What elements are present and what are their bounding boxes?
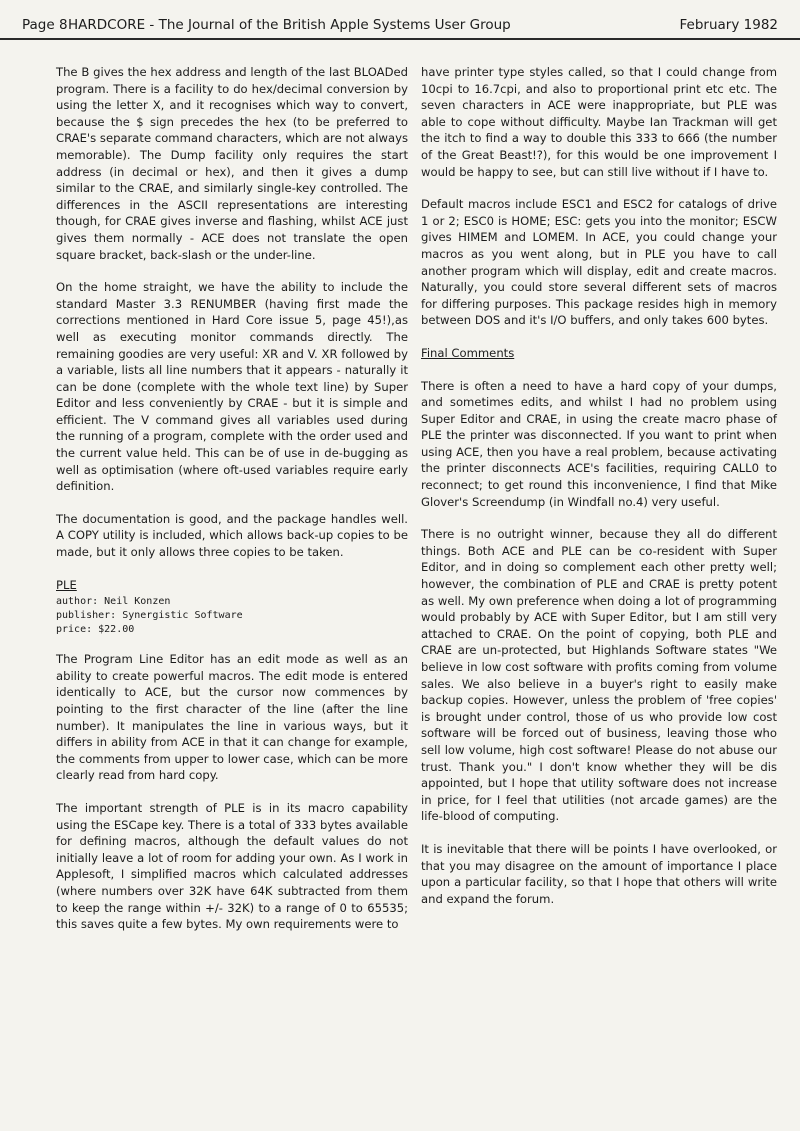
paragraph: The Program Line Editor has an edit mode as well as an ability to create powerful macros. The edit mode is entered identically to ACE, but the cursor now commences by pointing to the first character of the line (after the line number). It manipulates the line in various ways, but it differs in ability from ACE in that it can change for example, the comments from upper to lower case, which can be more clearly read from hard copy. <box>56 652 408 783</box>
paragraph: The B gives the hex address and length of the last BLOADed program. There is a facility to do hex/decimal conversion by using the letter X, and it recognises which way to convert, because the $ sign precedes the hex (to be preferred to CRAE's separate command characters, which are not always memorable). The Dump facility only requires the start address (in decimal or hex), and then it gives a dump similar to the CRAE, and similarly single-key controlled. The differences in the ASCII representations are interesting though, for CRAE gives inverse and flashing, whilst ACE just gives them normally - ACE does not translate the open square bracket, back-slash or the under-line. <box>56 65 408 262</box>
paragraph: The documentation is good, and the package handles well. A COPY utility is included, which allows back-up copies to be made, but it only allows three copies to be taken. <box>56 511 408 560</box>
section-heading-final-comments: Final Comments <box>421 345 515 360</box>
right-column <box>421 64 777 923</box>
paragraph: have printer type styles called, so that I could change from 10cpi to 16.7cpi, and also to proportional print etc etc. The seven characters in ACE were inappropriate, but PLE was able to cope without difficulty. Maybe Ian Trackman will get the itch to find a way to double this 333 to 666 (the number of the Great Beast!?), for this would be one improvement I would be happy to see, but can still live without if I have to. <box>421 65 777 179</box>
product-author: author: Neil Konzen <box>56 596 171 608</box>
header-rule <box>0 38 800 40</box>
page-header <box>22 12 778 38</box>
left-column <box>56 64 408 949</box>
paragraph: There is no outright winner, because they all do different things. Both ACE and PLE can be co-resident with Super Editor, and in doing so complement each other pretty well; however, the combination of PLE and CRAE is pretty potent as well. My own preference when doing a lot of programming would probably by ACE with Super Editor, but I am still very attached to CRAE. On the point of copying, both PLE and CRAE are un-protected, but Highlands Software states "We believe in low cost software with profits coming from volume sales. We also believe in a buyer's right to easily make backup copies. However, unless the problem of 'free copies' is brought under control, those of us who provide low cost software will be forced out of business, leaving those who sell low volume, high cost software! Please do not abuse our trust. Thank you." I don't know whether they will be dis appointed, but I hope that utility software does not increase in price, for I feel that utilities (not arcade games) are the life-blood of computing. <box>421 527 777 824</box>
paragraph: On the home straight, we have the ability to include the standard Master 3.3 RENUMBER (having first made the corrections mentioned in Hard Core issue 5, page 45!),as well as executing monitor commands directly. The remaining goodies are very useful: XR and V. XR followed by a variable, lists all line numbers that it appears - naturally it can be done (complete with the whole text line) by Super Editor and less conveniently by CRAE - but it is simple and efficient. The V command gives all variables used during the running of a program, complete with the order used and the current value held. This can be of use in de-bugging as well as optimisation (where oft-used variables require early definition. <box>56 280 408 494</box>
page-number: Page 8 <box>22 17 68 33</box>
issue-date: February 1982 <box>679 17 778 33</box>
paragraph: The important strength of PLE is in its macro capability using the ESCape key. There is a total of 333 bytes available for defining macros, although the default values do not initially leave a lot of room for adding your own. As I work in Applesoft, I simplified macros which calculated addresses (where numbers over 32K have 64K subtracted from them to keep the range within +/- 32K) to a range of 0 to 65535; this saves quite a few bytes. My own requirements were to <box>56 800 408 932</box>
product-info <box>56 595 408 637</box>
paragraph: Default macros include ESC1 and ESC2 for catalogs of drive 1 or 2; ESC0 is HOME; ESC: gets you into the monitor; ESCW gives HIMEM and LOMEM. In ACE, you could change your macros as you went along, but in PLE you have to call another program which will display, edit and create macros. Naturally, you could store several different sets of macros for differing purposes. This package resides high in memory between DOS and it's I/O buffers, and only takes 600 bytes. <box>421 197 777 328</box>
product-publisher: publisher: Synergistic Software <box>56 610 243 622</box>
paragraph: It is inevitable that there will be points I have overlooked, or that you may disagree on the amount of importance I place upon a particular facility, so that I hope that others will write and expand the forum. <box>421 841 777 906</box>
section-heading-ple: PLE <box>56 577 77 592</box>
paragraph: There is often a need to have a hard copy of your dumps, and sometimes edits, and whilst I had no problem using Super Editor and CRAE, in using the create macro phase of PLE the printer was disconnected. If you want to print when using ACE, then you have a real problem, because activating the printer disconnects ACE's facilities, requiring CALL0 to reconnect; to get round this inconvenience, I find that Mike Glover's Screendump (in Windfall no.4) very useful. <box>421 378 777 509</box>
product-price: price: $22.00 <box>56 624 135 636</box>
journal-title: HARDCORE - The Journal of the British Apple Systems User Group <box>68 17 511 33</box>
